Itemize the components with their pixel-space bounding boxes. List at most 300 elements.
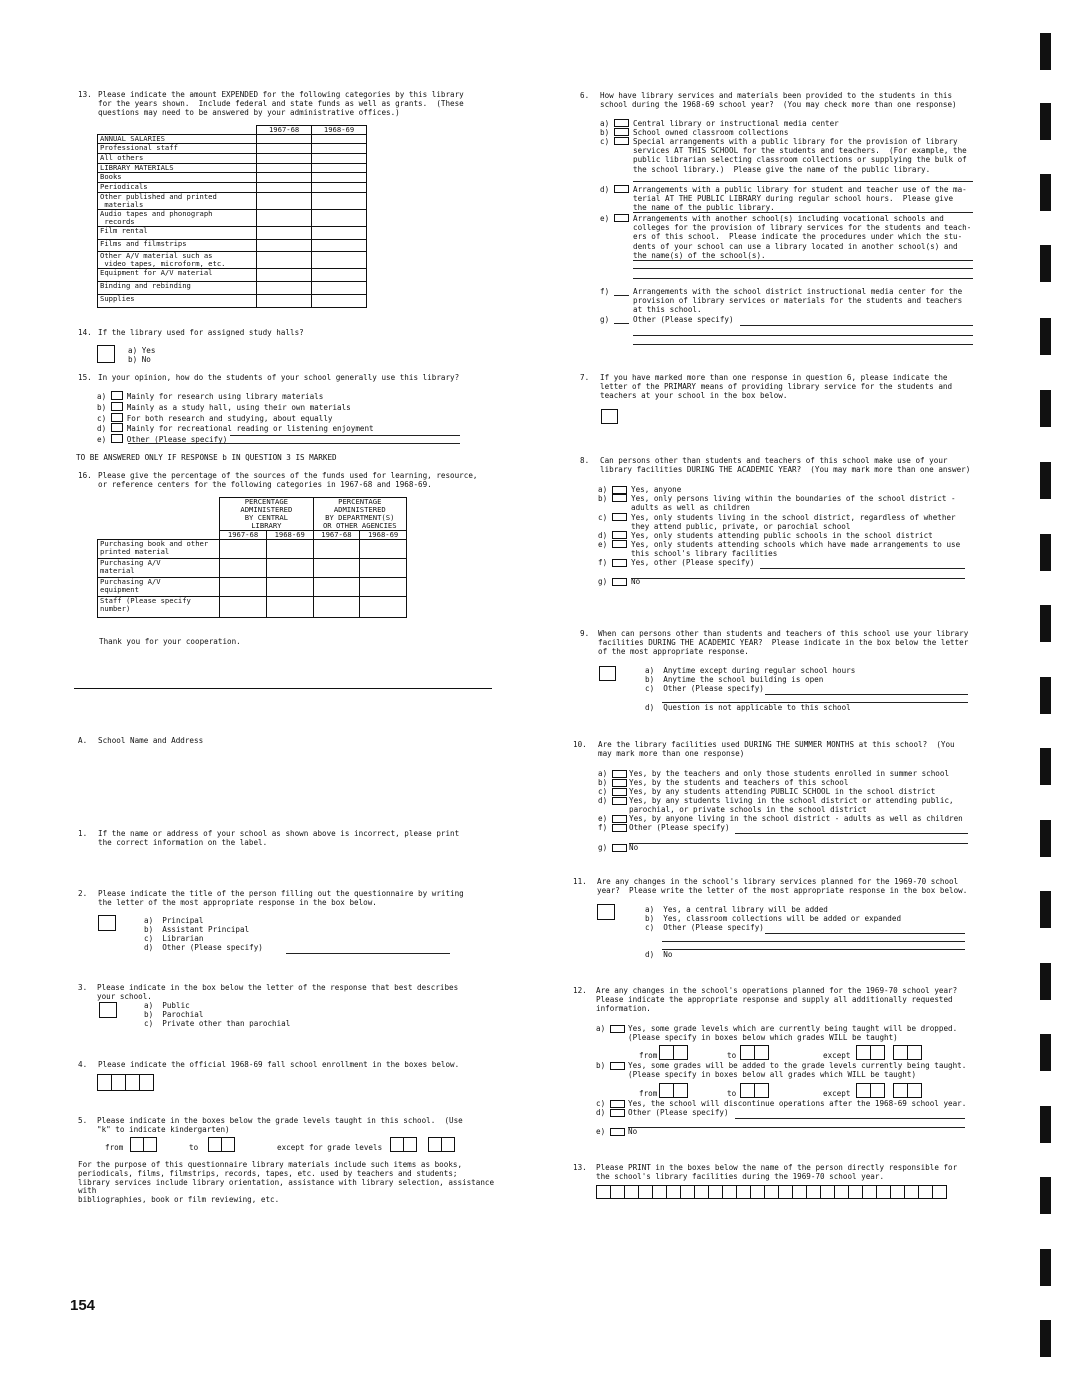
option-label: Arrangements with a public library for student and teacher use of the ma- terial AT THE PUBLIC LIBRARY during regular school hours. Please give the name of the public library. bbox=[633, 185, 967, 213]
grade-box[interactable] bbox=[754, 1045, 769, 1060]
question-text: Please indicate the amount EXPENDED for the following categories by this library for the years shown. Include federal and state funds as well as grants. (These questions may need to be answered by your administrative offices.) bbox=[98, 90, 464, 118]
question-number: 11. bbox=[573, 877, 587, 886]
option-letter: f) bbox=[600, 287, 610, 296]
name-letter-box[interactable] bbox=[764, 1185, 779, 1199]
question-number: A. bbox=[78, 736, 88, 745]
answer-box[interactable] bbox=[599, 666, 616, 681]
question-number: 7. bbox=[580, 373, 590, 382]
from-label: from bbox=[639, 1051, 658, 1060]
specify-line[interactable] bbox=[230, 435, 460, 436]
question-number: 14. bbox=[78, 328, 92, 337]
checkbox[interactable] bbox=[610, 1025, 625, 1033]
amount-cell[interactable] bbox=[257, 144, 312, 154]
amount-cell[interactable] bbox=[257, 154, 312, 164]
option-label: Yes, by anyone living in the school district - adults as well as children bbox=[629, 814, 963, 823]
amount-cell[interactable] bbox=[312, 193, 367, 210]
option-label: Yes, the school will discontinue operations after the 1968-69 school year. bbox=[628, 1099, 967, 1108]
grade-box[interactable] bbox=[221, 1137, 235, 1152]
specify-line[interactable] bbox=[662, 949, 965, 950]
option-label: Arrangements with another school(s) including vocational schools and colleges for the provision of library services for the students and teach- ers of this school. Please indicate the procedures under which the stu- dents of your school can use a library located in another school(s) and the name(s) of the school(s). bbox=[633, 214, 972, 260]
option-letter: a) bbox=[598, 769, 608, 778]
year-header: 1968-69 bbox=[266, 531, 313, 540]
to-label: to bbox=[727, 1051, 737, 1060]
question-number: 15. bbox=[78, 373, 92, 382]
question-number: 1. bbox=[78, 829, 88, 838]
percent-cell[interactable] bbox=[313, 578, 360, 597]
specify-line[interactable] bbox=[760, 568, 965, 569]
checkbox[interactable] bbox=[111, 413, 123, 422]
option-label: c) Other (Please specify) bbox=[645, 923, 764, 932]
name-letter-box[interactable] bbox=[778, 1185, 793, 1199]
option-label: a) Yes, a central library will be added bbox=[645, 905, 828, 914]
row-label: Other A/V material such as video tapes, microform, etc. bbox=[98, 252, 257, 269]
grade-box[interactable] bbox=[893, 1083, 908, 1098]
percent-cell[interactable] bbox=[266, 559, 313, 578]
amount-cell[interactable] bbox=[257, 183, 312, 193]
name-letter-box[interactable] bbox=[694, 1185, 709, 1199]
specify-line[interactable] bbox=[628, 1127, 965, 1128]
checkbox[interactable] bbox=[610, 1062, 625, 1070]
checkbox[interactable] bbox=[612, 494, 627, 502]
name-letter-box[interactable] bbox=[834, 1185, 849, 1199]
question-number: 16. bbox=[78, 471, 92, 480]
name-letter-box[interactable] bbox=[638, 1185, 653, 1199]
specify-line[interactable] bbox=[662, 941, 965, 942]
question-number: 13. bbox=[78, 90, 92, 99]
registration-mark bbox=[1040, 748, 1051, 785]
registration-mark bbox=[1040, 963, 1051, 1000]
checkbox[interactable] bbox=[612, 578, 627, 586]
name-letter-box[interactable] bbox=[792, 1185, 807, 1199]
option-label: Yes, other (Please specify) bbox=[631, 558, 755, 567]
question-text: Can persons other than students and teachers of this school make use of your library facilities DURING THE ACADEMIC YEAR? (You may mark more than one answer) bbox=[600, 456, 971, 475]
registration-mark bbox=[1040, 677, 1051, 714]
definition-footnote: For the purpose of this questionnaire library materials include such items as books, periodicals, films, filmstrips, records, tapes, etc. used by teachers and students; library services include library orientation, assistance with library selection, assistance with bibliographies, book or film reviewing, etc. bbox=[78, 1160, 495, 1205]
name-letter-box[interactable] bbox=[666, 1185, 681, 1199]
option-label: c) Librarian bbox=[144, 934, 204, 943]
option-label: Yes, only students attending public schools in the school district bbox=[631, 531, 933, 540]
amount-cell[interactable] bbox=[257, 227, 312, 240]
option-label: Other (Please specify) bbox=[126, 435, 228, 445]
option-label: Yes, by the teachers and only those students enrolled in summer school bbox=[629, 769, 950, 778]
question-text: Please indicate the title of the person filling out the questionnaire by writing the letter of the most appropriate response in the box below. bbox=[98, 889, 464, 908]
registration-mark bbox=[1040, 1320, 1051, 1357]
row-label: Staff (Please specify number) bbox=[98, 597, 220, 618]
mark-line[interactable] bbox=[614, 295, 629, 296]
grade-box[interactable] bbox=[673, 1083, 688, 1098]
name-letter-box[interactable] bbox=[722, 1185, 737, 1199]
amount-cell[interactable] bbox=[257, 173, 312, 183]
grade-box[interactable] bbox=[130, 1137, 144, 1152]
amount-cell[interactable] bbox=[257, 135, 312, 144]
grade-box[interactable] bbox=[893, 1045, 908, 1060]
amount-cell[interactable] bbox=[257, 252, 312, 269]
option-letter: e) bbox=[596, 1127, 606, 1136]
answer-line[interactable] bbox=[633, 278, 973, 279]
answer-line[interactable] bbox=[633, 260, 973, 261]
option-letter: d) bbox=[598, 531, 608, 540]
amount-cell[interactable] bbox=[312, 295, 367, 308]
name-letter-box[interactable] bbox=[820, 1185, 835, 1199]
grade-box[interactable] bbox=[143, 1137, 157, 1152]
answer-box[interactable] bbox=[97, 345, 115, 363]
checkbox[interactable] bbox=[612, 486, 627, 494]
name-letter-box[interactable] bbox=[596, 1185, 611, 1199]
option-letter: b) bbox=[600, 128, 610, 137]
amount-cell[interactable] bbox=[312, 227, 367, 240]
option-label: b) Parochial bbox=[144, 1010, 204, 1019]
name-letter-box[interactable] bbox=[918, 1185, 933, 1199]
percent-cell[interactable] bbox=[220, 578, 267, 597]
question-number: 12. bbox=[573, 986, 587, 995]
option-letter: e) bbox=[598, 540, 608, 549]
question-number: 13. bbox=[573, 1163, 587, 1172]
answer-box[interactable] bbox=[98, 915, 116, 931]
question-number: 3. bbox=[78, 983, 88, 992]
row-label: Purchasing book and other printed material bbox=[98, 540, 220, 559]
option-label: Yes, some grade levels which are currently being taught will be dropped. (Please specify in boxes below which grades WILL be taught) bbox=[628, 1024, 958, 1043]
answer-box[interactable] bbox=[99, 1002, 117, 1018]
amount-cell[interactable] bbox=[312, 154, 367, 164]
option-label: Yes, anyone bbox=[631, 485, 682, 494]
checkbox[interactable] bbox=[612, 779, 627, 787]
amount-cell[interactable] bbox=[312, 135, 367, 144]
specify-line[interactable] bbox=[740, 325, 973, 326]
option-label: c) Other (Please specify) bbox=[645, 684, 764, 693]
row-label: Purchasing A/V equipment bbox=[98, 578, 220, 597]
checkbox[interactable] bbox=[612, 788, 627, 796]
option-letter: g) bbox=[598, 577, 608, 586]
checkbox[interactable] bbox=[612, 513, 627, 521]
percent-cell[interactable] bbox=[313, 597, 360, 618]
checkbox[interactable] bbox=[612, 540, 627, 548]
enrollment-digit-box[interactable] bbox=[125, 1074, 140, 1091]
grade-box[interactable] bbox=[659, 1045, 674, 1060]
question-text: School Name and Address bbox=[98, 736, 204, 745]
question-text: Please indicate in the boxes below the grade levels taught in this school. (Use "k" to indicate kindergarten) bbox=[97, 1116, 463, 1135]
registration-mark bbox=[1040, 103, 1051, 140]
checkbox[interactable] bbox=[612, 824, 627, 832]
row-label: Purchasing A/V material bbox=[98, 559, 220, 578]
amount-cell[interactable] bbox=[257, 282, 312, 295]
enrollment-digit-box[interactable] bbox=[111, 1074, 126, 1091]
amount-cell[interactable] bbox=[312, 173, 367, 183]
option-label: d) Other (Please specify) bbox=[144, 943, 263, 952]
checkbox[interactable] bbox=[614, 119, 629, 127]
section-divider bbox=[74, 688, 492, 689]
percent-cell[interactable] bbox=[266, 540, 313, 559]
option-letter: c) bbox=[598, 787, 608, 796]
grade-box[interactable] bbox=[659, 1083, 674, 1098]
answer-line[interactable] bbox=[633, 212, 973, 213]
percent-cell[interactable] bbox=[266, 597, 313, 618]
answer-line[interactable] bbox=[633, 181, 973, 182]
option-letter: e) bbox=[97, 435, 107, 445]
grade-box[interactable] bbox=[390, 1137, 404, 1152]
amount-cell[interactable] bbox=[312, 252, 367, 269]
specify-line[interactable] bbox=[735, 1118, 965, 1119]
amount-cell[interactable] bbox=[312, 183, 367, 193]
option-letter: d) bbox=[598, 796, 608, 805]
row-label: Equipment for A/V material bbox=[98, 269, 257, 282]
grade-box[interactable] bbox=[428, 1137, 442, 1152]
specify-line[interactable] bbox=[286, 953, 450, 954]
amount-cell[interactable] bbox=[312, 210, 367, 227]
specify-line[interactable] bbox=[633, 335, 973, 336]
option-letter: f) bbox=[598, 823, 608, 832]
option-label: Mainly as a study hall, using their own materials bbox=[126, 402, 351, 412]
specify-line[interactable] bbox=[128, 443, 460, 444]
grade-box[interactable] bbox=[740, 1045, 755, 1060]
answer-line[interactable] bbox=[633, 268, 973, 269]
except-label: except bbox=[823, 1051, 851, 1060]
specify-line[interactable] bbox=[629, 843, 968, 844]
row-label: Binding and rebinding bbox=[98, 282, 257, 295]
name-letter-box[interactable] bbox=[848, 1185, 863, 1199]
name-letter-box[interactable] bbox=[652, 1185, 667, 1199]
checkbox[interactable] bbox=[614, 137, 629, 145]
option-label: Central library or instructional media center bbox=[633, 119, 839, 128]
percent-cell[interactable] bbox=[360, 540, 407, 559]
option-label: Yes, by any students attending PUBLIC SCHOOL in the school district bbox=[629, 787, 936, 796]
name-letter-box[interactable] bbox=[708, 1185, 723, 1199]
mark-line[interactable] bbox=[614, 323, 629, 324]
from-label: from bbox=[105, 1143, 124, 1152]
option-label: a) Public bbox=[144, 1001, 190, 1010]
option-letter: b) bbox=[598, 494, 608, 503]
amount-cell[interactable] bbox=[257, 210, 312, 227]
row-label: Professional staff bbox=[98, 144, 257, 154]
registration-mark bbox=[1040, 318, 1051, 355]
grade-box[interactable] bbox=[754, 1083, 769, 1098]
option-label: a) Principal bbox=[144, 916, 204, 925]
amount-cell[interactable] bbox=[257, 295, 312, 308]
to-label: to bbox=[727, 1089, 737, 1098]
option-label: Yes, by the students and teachers of this school bbox=[629, 778, 849, 787]
grade-box[interactable] bbox=[740, 1083, 755, 1098]
row-label: Films and filmstrips bbox=[98, 240, 257, 252]
question-text: Are any changes in the school's library services planned for the 1969-70 school year? Please write the letter of the most appropriate response in the box below. bbox=[597, 877, 968, 896]
enrollment-digit-box[interactable] bbox=[139, 1074, 154, 1091]
registration-mark bbox=[1040, 174, 1051, 211]
checkbox[interactable] bbox=[612, 815, 627, 823]
thank-you-note: Thank you for your cooperation. bbox=[99, 637, 241, 646]
option-label: b) Yes, classroom collections will be added or expanded bbox=[645, 914, 902, 923]
year-header: 1967-68 bbox=[220, 531, 267, 540]
row-label: All others bbox=[98, 154, 257, 164]
grade-box[interactable] bbox=[907, 1083, 922, 1098]
col-header: 1967-68 bbox=[257, 126, 312, 135]
checkbox[interactable] bbox=[612, 770, 627, 778]
checkbox[interactable] bbox=[612, 797, 627, 805]
option-letter: e) bbox=[598, 814, 608, 823]
option-label: No bbox=[628, 1127, 638, 1136]
answer-box[interactable] bbox=[597, 904, 615, 920]
specify-line[interactable] bbox=[765, 933, 965, 934]
amount-cell[interactable] bbox=[257, 269, 312, 282]
checkbox[interactable] bbox=[111, 434, 123, 443]
name-letter-box[interactable] bbox=[890, 1185, 905, 1199]
checkbox[interactable] bbox=[111, 402, 123, 411]
amount-cell[interactable] bbox=[312, 240, 367, 252]
registration-mark bbox=[1040, 1034, 1051, 1071]
option-label: Yes, only students living in the school district, regardless of whether they attend public, private, or parochial school bbox=[631, 513, 956, 532]
checkbox[interactable] bbox=[612, 844, 627, 852]
amount-cell[interactable] bbox=[312, 282, 367, 295]
name-letter-box[interactable] bbox=[610, 1185, 625, 1199]
question-text: Please give the percentage of the sources of the funds used for learning, resource, or reference centers for the following categories in 1967-68 and 1968-69. bbox=[98, 471, 478, 490]
checkbox[interactable] bbox=[612, 559, 627, 567]
amount-cell[interactable] bbox=[257, 193, 312, 210]
option-letter: a) bbox=[598, 485, 608, 494]
question-text: If you have marked more than one response in question 6, please indicate the letter of the PRIMARY means of providing library service for the students and teachers at your school in the box below. bbox=[600, 373, 953, 401]
option-label: Mainly for research using library materials bbox=[126, 392, 324, 401]
grade-box[interactable] bbox=[870, 1083, 885, 1098]
amount-cell[interactable] bbox=[312, 164, 367, 173]
question-text: In your opinion, how do the students of your school generally use this library? bbox=[98, 373, 460, 382]
registration-mark bbox=[1040, 1249, 1051, 1286]
amount-cell[interactable] bbox=[312, 269, 367, 282]
amount-cell[interactable] bbox=[312, 144, 367, 154]
option-letter: f) bbox=[598, 558, 608, 567]
name-letter-box[interactable] bbox=[862, 1185, 877, 1199]
checkbox[interactable] bbox=[610, 1128, 625, 1136]
grade-box[interactable] bbox=[208, 1137, 222, 1152]
option-label: d) Question is not applicable to this school bbox=[645, 703, 851, 712]
percent-cell[interactable] bbox=[313, 540, 360, 559]
question-text: Please indicate in the box below the letter of the response that best describes your school. bbox=[97, 983, 459, 1002]
amount-cell[interactable] bbox=[257, 164, 312, 173]
question-text: Please PRINT in the boxes below the name of the person directly responsible for the school's library facilities during the 1969-70 school year. bbox=[596, 1163, 958, 1182]
specify-line[interactable] bbox=[631, 578, 965, 579]
row-label: Supplies bbox=[98, 295, 257, 308]
option-label: Yes, some grades will be added to the grade levels currently being taught. (Please specify in boxes below all grades which WILL be taught) bbox=[628, 1061, 967, 1080]
grade-box[interactable] bbox=[673, 1045, 688, 1060]
row-label: Audio tapes and phonograph records bbox=[98, 210, 257, 227]
specify-line[interactable] bbox=[735, 833, 968, 834]
option-letter: d) bbox=[596, 1108, 606, 1117]
checkbox[interactable] bbox=[111, 391, 123, 400]
checkbox[interactable] bbox=[614, 214, 629, 222]
registration-mark bbox=[1040, 1106, 1051, 1143]
percent-cell[interactable] bbox=[360, 559, 407, 578]
grade-box[interactable] bbox=[403, 1137, 417, 1152]
option-letter: a) bbox=[97, 392, 107, 401]
question-number: 10. bbox=[573, 740, 587, 749]
option-letter: b) bbox=[97, 402, 107, 412]
checkbox[interactable] bbox=[610, 1100, 625, 1108]
question-number: 4. bbox=[78, 1060, 88, 1069]
option-label: c) Private other than parochial bbox=[144, 1019, 291, 1028]
option-letter: c) bbox=[598, 513, 608, 522]
option-label: School owned classroom collections bbox=[633, 128, 789, 137]
name-letter-box[interactable] bbox=[806, 1185, 821, 1199]
option-label: Yes, by any students living in the school district or attending public, parochial, or private schools in the school district bbox=[629, 796, 954, 815]
checkbox[interactable] bbox=[612, 531, 627, 539]
option-label: No bbox=[629, 843, 639, 852]
registration-mark bbox=[1040, 820, 1051, 857]
option-label: Yes, only students attending schools which have made arrangements to use this school's library facilities bbox=[631, 540, 961, 559]
specify-line[interactable] bbox=[633, 344, 973, 345]
specify-line[interactable] bbox=[765, 694, 968, 695]
checkbox[interactable] bbox=[610, 1109, 625, 1117]
percent-cell[interactable] bbox=[220, 559, 267, 578]
percent-cell[interactable] bbox=[313, 559, 360, 578]
registration-mark bbox=[1040, 245, 1051, 282]
col-header: PERCENTAGE ADMINISTERED BY CENTRAL LIBRARY bbox=[220, 498, 313, 531]
option-label: Arrangements with the school district instructional media center for the provision of library services or materials for the students and teachers at this school. bbox=[633, 287, 963, 315]
enrollment-digit-box[interactable] bbox=[97, 1074, 112, 1091]
percent-cell[interactable] bbox=[360, 578, 407, 597]
grade-box[interactable] bbox=[870, 1045, 885, 1060]
checkbox[interactable] bbox=[614, 128, 629, 136]
year-header: 1967-68 bbox=[313, 531, 360, 540]
except-label: except bbox=[823, 1089, 851, 1098]
option-letter: a) bbox=[600, 119, 610, 128]
name-letter-box[interactable] bbox=[932, 1185, 947, 1199]
from-label: from bbox=[639, 1089, 658, 1098]
option-label: Special arrangements with a public library for the provision of library services AT THIS SCHOOL for the students and teachers. (For example, the public librarian selecting classroom collections or supplying the bulk of the school library.) Please give the name of the public library. bbox=[633, 137, 967, 174]
question-number: 9. bbox=[580, 629, 590, 638]
option-label: b) No bbox=[128, 355, 151, 364]
grade-box[interactable] bbox=[856, 1045, 871, 1060]
answer-box[interactable] bbox=[601, 409, 618, 424]
option-label: Mainly for recreational reading or listening enjoyment bbox=[126, 424, 374, 434]
option-label: a) Anytime except during regular school hours bbox=[645, 666, 856, 675]
name-letter-box[interactable] bbox=[904, 1185, 919, 1199]
registration-mark bbox=[1040, 33, 1051, 70]
row-label: ANNUAL SALARIES bbox=[98, 135, 257, 144]
percent-cell[interactable] bbox=[266, 578, 313, 597]
percent-cell[interactable] bbox=[360, 597, 407, 618]
question-number: 2. bbox=[78, 889, 88, 898]
percent-cell[interactable] bbox=[220, 597, 267, 618]
col-header: 1968-69 bbox=[312, 126, 367, 135]
option-label: a) Yes bbox=[128, 346, 156, 355]
option-label: Other (Please specify) bbox=[629, 823, 730, 832]
grade-box[interactable] bbox=[907, 1045, 922, 1060]
name-letter-box[interactable] bbox=[624, 1185, 639, 1199]
grade-box[interactable] bbox=[441, 1137, 455, 1152]
name-letter-box[interactable] bbox=[680, 1185, 695, 1199]
grade-box[interactable] bbox=[856, 1083, 871, 1098]
checkbox[interactable] bbox=[111, 423, 123, 432]
option-label: d) No bbox=[645, 950, 673, 959]
instruction-note: TO BE ANSWERED ONLY IF RESPONSE b IN QUESTION 3 IS MARKED bbox=[76, 453, 337, 462]
option-letter: d) bbox=[600, 185, 610, 194]
row-label: Periodicals bbox=[98, 183, 257, 193]
row-label: Film rental bbox=[98, 227, 257, 240]
col-header: PERCENTAGE ADMINISTERED BY DEPARTMENT(S) OR OTHER AGENCIES bbox=[313, 498, 406, 531]
question-number: 5. bbox=[78, 1116, 88, 1125]
question-number: 6. bbox=[580, 91, 590, 100]
option-letter: c) bbox=[97, 413, 107, 423]
checkbox[interactable] bbox=[614, 185, 629, 193]
question-text: If the library used for assigned study halls? bbox=[98, 328, 304, 337]
percent-cell[interactable] bbox=[220, 540, 267, 559]
name-letter-box[interactable] bbox=[750, 1185, 765, 1199]
row-label: Books bbox=[98, 173, 257, 183]
name-letter-box[interactable] bbox=[736, 1185, 751, 1199]
registration-mark bbox=[1040, 534, 1051, 571]
page-number: 154 bbox=[70, 1297, 96, 1314]
expenditure-table bbox=[97, 125, 367, 308]
row-label: Other published and printed materials bbox=[98, 193, 257, 210]
name-letter-box[interactable] bbox=[876, 1185, 891, 1199]
option-letter: g) bbox=[598, 843, 608, 852]
option-letter: c) bbox=[600, 137, 610, 146]
amount-cell[interactable] bbox=[257, 240, 312, 252]
